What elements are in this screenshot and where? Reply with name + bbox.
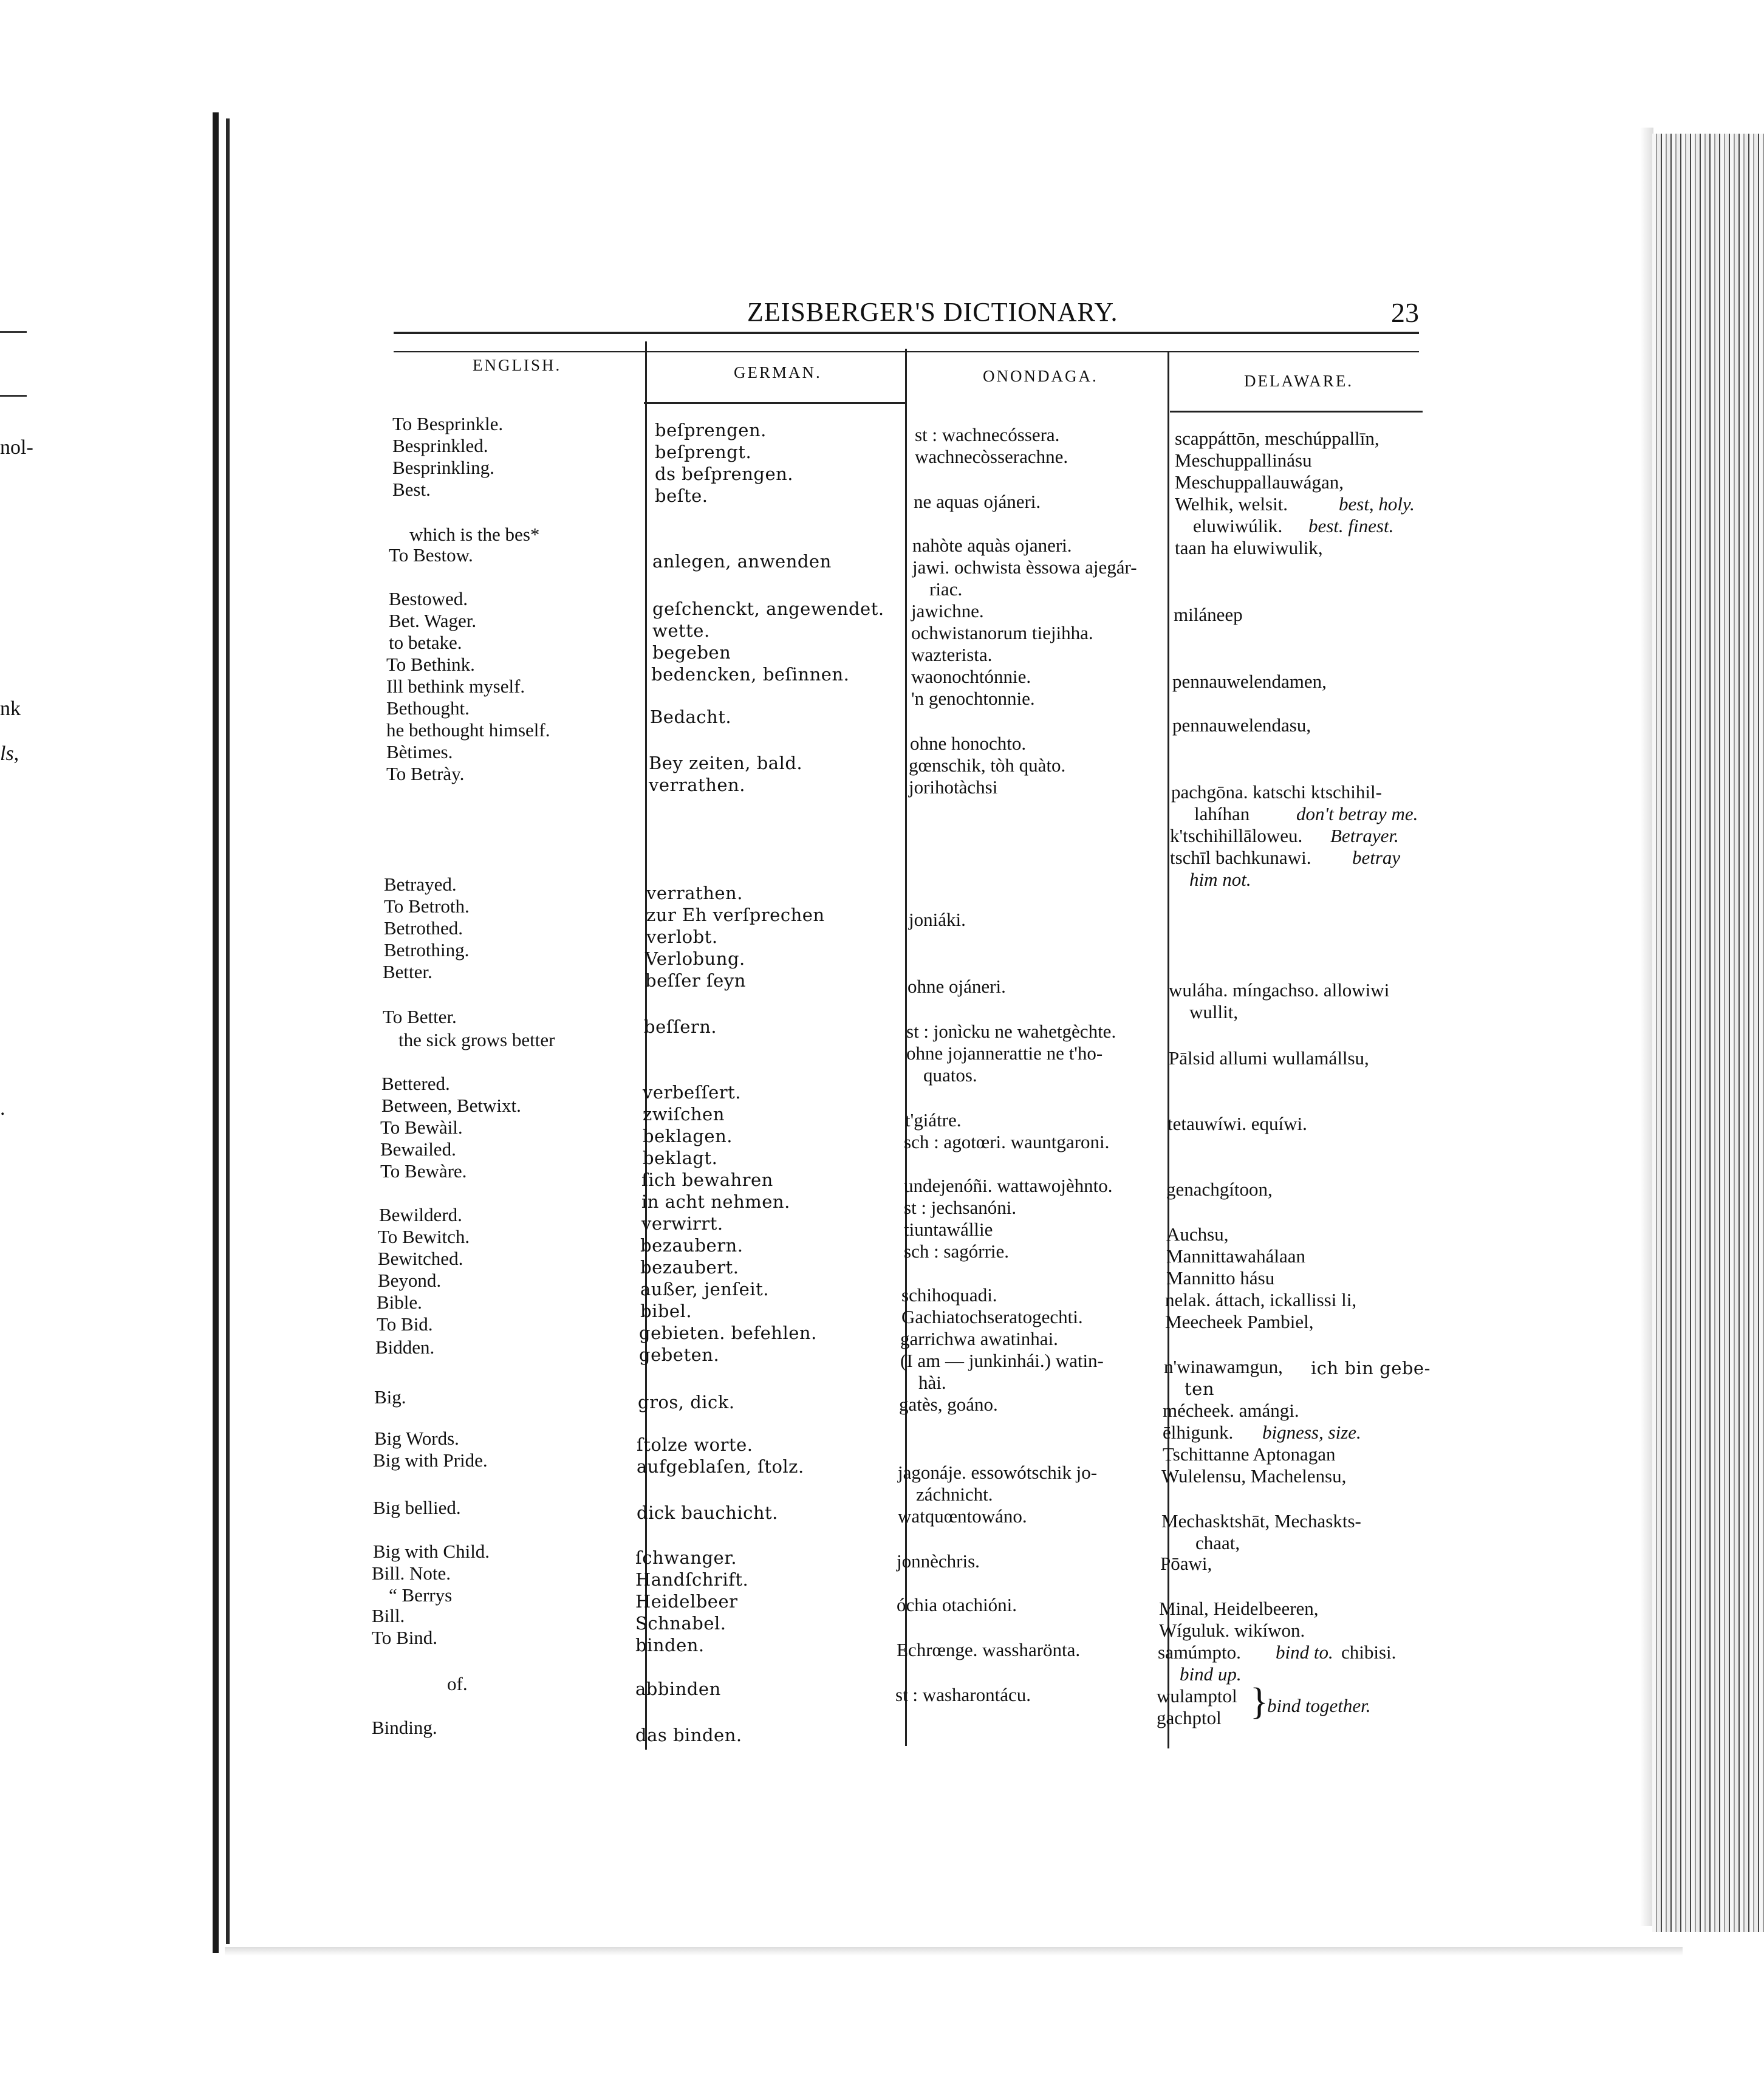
english-entry: he bethought himself.: [386, 719, 550, 741]
onondaga-entry: gatès, goáno.: [899, 1394, 998, 1415]
delaware-entry: wuláha. míngachso. allowiwi: [1169, 979, 1390, 1001]
onondaga-entry: joniáki.: [909, 909, 966, 930]
german-entry: Verlobung.: [645, 948, 745, 969]
delaware-entry: Meschuppallinásu: [1175, 450, 1312, 471]
onondaga-entry: záchnicht.: [916, 1484, 993, 1505]
delaware-gloss: bind to.: [1276, 1642, 1333, 1663]
page-edge-shadow: [1640, 128, 1653, 1926]
delaware-entry: Auchsu,: [1166, 1224, 1229, 1245]
english-entry: Bible.: [377, 1292, 422, 1313]
german-entry: bezaubert.: [640, 1257, 739, 1278]
onondaga-entry: schihoquadi.: [901, 1284, 997, 1306]
english-entry: Bewailed.: [380, 1138, 456, 1160]
german-entry: in acht nehmen.: [641, 1191, 790, 1212]
delaware-entry: pachgōna. katschi ktschihil-: [1171, 781, 1382, 803]
german-entry: zwiſchen: [643, 1104, 725, 1125]
english-entry: Betrayed.: [384, 874, 457, 895]
german-entry: beſſer ſeyn: [645, 970, 746, 991]
english-entry: Ill bethink myself.: [386, 676, 525, 697]
running-head: ZEISBERGER'S DICTIONARY.: [747, 297, 1118, 327]
english-entry: to betake.: [389, 632, 462, 653]
delaware-entry: Mannittawahálaan: [1166, 1245, 1305, 1267]
german-entry: verlobt.: [646, 926, 718, 947]
english-entry: To Betrày.: [386, 763, 465, 784]
german-entry: Heidelbeer: [635, 1591, 738, 1612]
onondaga-entry: jonnèchris.: [897, 1550, 980, 1572]
english-entry: Betrothing.: [384, 939, 470, 960]
delaware-entry: mécheek. amángi.: [1163, 1400, 1299, 1421]
delaware-entry: Wulelensu, Machelensu,: [1161, 1465, 1347, 1487]
english-entry: Best.: [392, 479, 431, 500]
onondaga-entry: undejenóñi. wattawojèhnto.: [904, 1175, 1113, 1196]
delaware-entry: Mechasktshāt, Mechaskts-: [1161, 1510, 1361, 1532]
german-entry: ſtolze worte.: [637, 1434, 753, 1455]
english-entry: To Bind.: [372, 1627, 438, 1648]
delaware-entry: lahíhan: [1194, 803, 1250, 824]
delaware-gloss: Betrayer.: [1330, 825, 1399, 846]
onondaga-entry: hài.: [918, 1372, 946, 1393]
onondaga-entry: st : wachnecóssera.: [915, 424, 1060, 445]
english-entry: Bestowed.: [389, 588, 468, 609]
english-entry: Big with Child.: [373, 1541, 490, 1562]
german-entry: abbinden: [635, 1679, 721, 1699]
german-entry: Bedacht.: [650, 707, 732, 727]
onondaga-entry: garrichwa awatinhai.: [900, 1328, 1058, 1349]
onondaga-entry: jawi. ochwista èssowa ajegár-: [912, 556, 1137, 578]
english-entry: To Bewàre.: [380, 1160, 467, 1182]
onondaga-entry: t'giátre.: [905, 1109, 962, 1131]
delaware-gloss: bind up.: [1180, 1663, 1242, 1685]
delaware-entry: genachgítoon,: [1166, 1179, 1273, 1200]
onondaga-entry: sch : agotœri. wauntgaroni.: [904, 1131, 1110, 1152]
onondaga-entry: waonochtónnie.: [911, 666, 1031, 687]
german-entry: ds beſprengen.: [655, 464, 794, 484]
onondaga-entry: riac.: [929, 578, 963, 600]
delaware-entry: scappáttōn, meschúppallīn,: [1175, 428, 1379, 449]
german-entry: beſte.: [655, 485, 708, 506]
delaware-entry: Minal, Heidelbeeren,: [1159, 1598, 1319, 1619]
delaware-entry: Welhik, welsit.: [1175, 493, 1288, 515]
onondaga-entry: ochwistanorum tiejihha.: [911, 622, 1093, 643]
german-entry: begeben: [652, 642, 731, 663]
delaware-entry: k'tschihillāloweu.: [1170, 825, 1303, 846]
onondaga-entry: (I am — junkinhái.) watin-: [900, 1350, 1104, 1371]
column-head-onondaga: ONONDAGA.: [983, 367, 1098, 385]
left-page-fragment: ls,: [0, 742, 19, 765]
delaware-german-gloss: ich bin gebe-: [1311, 1358, 1431, 1378]
english-entry: Big with Pride.: [373, 1450, 488, 1471]
german-entry: beſprengt.: [655, 442, 752, 462]
english-entry: Bettered.: [381, 1073, 450, 1094]
onondaga-entry: ne aquas ojáneri.: [914, 491, 1041, 512]
german-entry: aufgeblaſen, ſtolz.: [637, 1456, 804, 1477]
delaware-entry: pennauwelendasu,: [1172, 714, 1311, 736]
delaware-entry: Pōawi,: [1160, 1553, 1212, 1574]
german-entry: geſchenckt, angewendet.: [652, 598, 884, 619]
delaware-entry: chaat,: [1195, 1532, 1240, 1553]
german-entry: Handſchrift.: [635, 1569, 749, 1590]
english-entry: Bewitched.: [378, 1248, 463, 1269]
left-page-fragment: .: [0, 1097, 5, 1120]
onondaga-entry: watquœntowáno.: [898, 1505, 1027, 1527]
german-entry: bedencken, beſinnen.: [651, 664, 850, 685]
onondaga-entry: ohne ojáneri.: [908, 976, 1006, 997]
left-page-rule: [0, 395, 27, 397]
english-entry: To Besprinkle.: [392, 413, 504, 434]
english-entry: Big Words.: [374, 1428, 459, 1449]
german-entry: Bey zeiten, bald.: [649, 753, 803, 773]
onondaga-entry: st : washarontácu.: [895, 1684, 1031, 1705]
page-number: 23: [1391, 297, 1419, 328]
german-entry: beklagt.: [643, 1148, 718, 1168]
english-entry: Bidden.: [375, 1337, 435, 1358]
delaware-german-gloss: ten: [1185, 1378, 1214, 1399]
delaware-entry: n'winawamgun,: [1164, 1356, 1283, 1377]
onondaga-entry: jawichne.: [911, 600, 984, 621]
delaware-entry: Meecheek Pambiel,: [1165, 1311, 1314, 1332]
delaware-entry: taan ha eluwiwulik,: [1175, 537, 1323, 558]
english-entry: Big.: [374, 1386, 406, 1408]
english-entry: Between, Betwixt.: [381, 1095, 521, 1116]
english-entry: To Bewitch.: [378, 1226, 470, 1247]
column-divider: [645, 341, 647, 1750]
german-entry: das binden.: [635, 1725, 742, 1745]
onondaga-entry: Echrœnge. wassharönta.: [897, 1639, 1081, 1660]
german-entry: gebieten. befehlen.: [639, 1323, 817, 1343]
delaware-entry: Mannitto hásu: [1166, 1267, 1275, 1289]
onondaga-entry: sch : sagórrie.: [904, 1241, 1010, 1262]
delaware-entry: Wíguluk. wikíwon.: [1159, 1620, 1305, 1641]
english-entry: To Bestow.: [389, 544, 473, 566]
delaware-entry: gachptol: [1157, 1707, 1222, 1728]
onondaga-entry: jagonáje. essowótschik jo-: [898, 1462, 1098, 1483]
english-entry: Bethought.: [386, 697, 470, 719]
english-entry: To Better.: [383, 1006, 457, 1027]
onondaga-entry: ohne honochto.: [910, 733, 1027, 754]
onondaga-entry: quatos.: [923, 1064, 977, 1086]
german-entry: verbeſſert.: [643, 1082, 741, 1103]
delaware-entry: ēlhigunk.: [1163, 1422, 1234, 1443]
german-entry: bezaubern.: [640, 1235, 744, 1256]
delaware-entry: Meschuppallauwágan,: [1175, 471, 1344, 493]
column-head-german: GERMAN.: [734, 363, 822, 382]
german-entry: verrathen.: [649, 775, 745, 795]
delaware-entry: wulamptol: [1157, 1685, 1237, 1707]
onondaga-entry: gœnschik, tòh quàto.: [909, 755, 1066, 776]
onondaga-entry: Gachiatochseratogechti.: [901, 1306, 1083, 1327]
delaware-entry: nelak. áttach, ickallissi li,: [1165, 1289, 1357, 1310]
onondaga-entry: wazterista.: [911, 644, 993, 665]
onondaga-entry: ohne jojannerattie ne t'ho-: [906, 1042, 1103, 1064]
english-entry: which is the bes*: [409, 524, 540, 545]
german-entry: bibel.: [640, 1301, 692, 1321]
delaware-gloss: bind together.: [1267, 1695, 1371, 1716]
german-entry: ſich bewahren: [641, 1169, 773, 1190]
german-entry: gebeten.: [639, 1344, 720, 1365]
left-page-fragment: nk: [0, 697, 21, 720]
column-head-rule: [644, 402, 905, 404]
delaware-entry: pennauwelendamen,: [1172, 671, 1327, 692]
german-entry: beſſern.: [644, 1016, 717, 1037]
german-entry: dick bauchicht.: [637, 1502, 778, 1523]
onondaga-entry: wachnecòsserachne.: [915, 446, 1068, 467]
german-entry: beklagen.: [643, 1126, 733, 1146]
english-entry: Big bellied.: [373, 1497, 461, 1518]
onondaga-entry: óchia otachióni.: [897, 1594, 1017, 1615]
english-entry: Binding.: [372, 1717, 437, 1738]
delaware-entry: samúmpto.: [1158, 1642, 1241, 1663]
english-entry: Bètimes.: [386, 741, 453, 762]
english-entry: Bill. Note.: [372, 1563, 451, 1584]
page-bottom-edge: [225, 1947, 1683, 1956]
left-page-fragment: nol-: [0, 436, 33, 459]
onondaga-entry: st : jechsanóni.: [904, 1197, 1017, 1218]
delaware-entry: Pālsid allumi wullamállsu,: [1169, 1047, 1369, 1069]
delaware-entry: chibisi.: [1341, 1642, 1396, 1663]
english-entry: Beyond.: [378, 1270, 442, 1291]
left-page-edge: [213, 112, 219, 1953]
left-page-rule: [0, 331, 27, 333]
delaware-entry: tetauwíwi. equíwi.: [1167, 1113, 1307, 1134]
delaware-entry: miláneep: [1174, 604, 1243, 625]
column-head-delaware: DELAWARE.: [1244, 372, 1354, 390]
english-entry: To Bewàil.: [380, 1117, 463, 1138]
column-head-english: ENGLISH.: [473, 356, 562, 374]
header-rule: [394, 332, 1419, 334]
delaware-gloss: best. finest.: [1308, 515, 1394, 536]
english-entry: the sick grows better: [398, 1029, 555, 1050]
german-entry: verrathen.: [646, 883, 743, 903]
delaware-entry: eluwiwúlik.: [1193, 515, 1283, 536]
english-entry: To Bid.: [377, 1313, 433, 1335]
english-entry: Besprinkled.: [392, 435, 488, 456]
german-entry: beſprengen.: [655, 420, 767, 440]
delaware-gloss: best, holy.: [1339, 493, 1415, 515]
brace-icon: }: [1250, 1681, 1268, 1722]
delaware-gloss: betray: [1352, 847, 1401, 868]
english-entry: To Bethink.: [386, 654, 475, 675]
german-entry: binden.: [635, 1635, 705, 1655]
english-entry: Besprinkling.: [392, 457, 494, 478]
onondaga-entry: 'n genochtonnie.: [911, 688, 1035, 709]
english-entry: To Betroth.: [384, 895, 470, 917]
onondaga-entry: jorihotàchsi: [909, 776, 998, 798]
delaware-gloss: him not.: [1189, 869, 1251, 890]
onondaga-entry: tiuntawállie: [904, 1219, 993, 1240]
german-entry: Schnabel.: [635, 1613, 726, 1634]
onondaga-entry: st : jonìcku ne wahetgèchte.: [906, 1021, 1116, 1042]
english-entry: Bet. Wager.: [389, 610, 477, 631]
german-entry: verwirrt.: [641, 1213, 723, 1234]
english-entry: Bill.: [372, 1605, 405, 1626]
book-page-stack: [1652, 134, 1764, 1932]
delaware-entry: tschīl bachkunawi.: [1170, 847, 1311, 868]
english-entry: Betrothed.: [384, 917, 463, 939]
german-entry: ſchwanger.: [635, 1547, 737, 1568]
english-entry: of.: [447, 1673, 468, 1694]
delaware-entry: Tschittanne Aptonagan: [1163, 1443, 1336, 1465]
english-entry: Bewilderd.: [379, 1204, 462, 1225]
german-entry: gros, dick.: [638, 1392, 735, 1412]
english-entry: “ Berrys: [389, 1584, 453, 1606]
delaware-entry: wullit,: [1189, 1001, 1239, 1022]
column-head-rule: [1170, 411, 1423, 413]
english-entry: Better.: [383, 961, 432, 982]
german-entry: zur Eh verſprechen: [646, 905, 825, 925]
delaware-gloss: don't betray me.: [1296, 803, 1418, 824]
german-entry: wette.: [652, 620, 710, 641]
onondaga-entry: nahòte aquàs ojaneri.: [912, 535, 1072, 556]
delaware-gloss: bigness, size.: [1262, 1422, 1361, 1443]
german-entry: außer, jenſeit.: [640, 1279, 769, 1299]
left-page-gutter: [226, 118, 230, 1944]
german-entry: anlegen, anwenden: [652, 551, 832, 572]
